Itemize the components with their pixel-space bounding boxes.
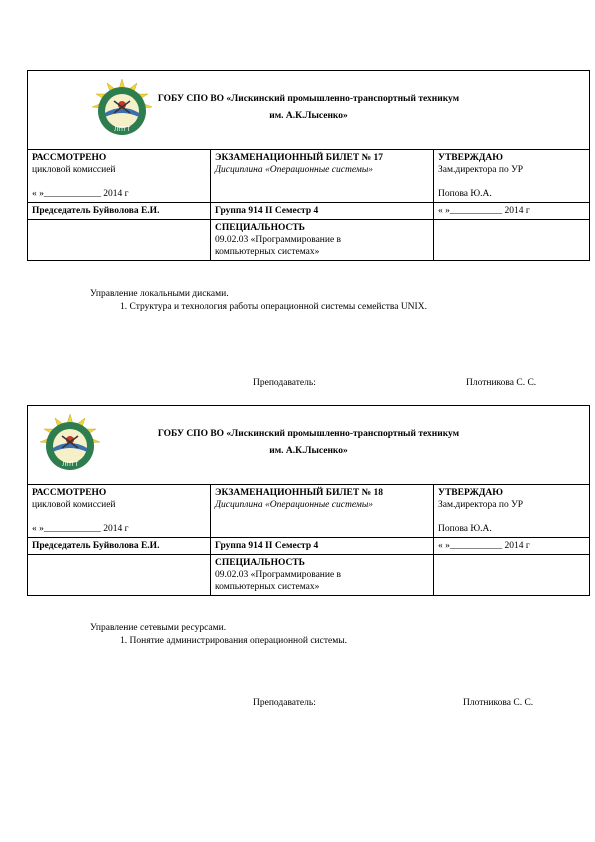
task-intro: Управление локальными дисками.	[90, 289, 229, 299]
ticket-title-cell	[211, 150, 434, 203]
college-name-line2: им. А.К.Лысенко»	[269, 111, 348, 121]
reviewed-cell	[28, 150, 211, 203]
reviewed-date: « »____________ 2014 г	[32, 189, 129, 199]
empty-cell	[28, 220, 211, 261]
approve-body: Зам.директора по УР	[438, 165, 524, 175]
svg-text:ЛПТТ: ЛПТТ	[61, 461, 79, 468]
empty-cell	[28, 555, 211, 596]
specialty-title: СПЕЦИАЛЬНОСТЬ	[215, 223, 305, 233]
reviewed-title: РАССМОТРЕНО	[32, 488, 107, 498]
specialty-line2: компьютерных системах»	[215, 247, 320, 257]
approve-title: УТВЕРЖДАЮ	[438, 488, 503, 498]
specialty-cell	[211, 555, 434, 596]
specialty-line1: 09.02.03 «Программирование в	[215, 235, 342, 245]
approve-cell	[434, 150, 590, 203]
approve-title: УТВЕРЖДАЮ	[438, 153, 503, 163]
exam-ticket-17	[27, 70, 589, 261]
task-intro: Управление сетевыми ресурсами.	[90, 623, 227, 633]
college-name: ГОБУ СПО ВО «Лискинский промышленно-транспортный техникум	[157, 94, 460, 104]
specialty-line1: 09.02.03 «Программирование в	[215, 570, 342, 580]
approve-name: Попова Ю.А.	[438, 189, 492, 199]
ticket-header	[28, 406, 590, 485]
ticket-title: ЭКЗАМЕНАЦИОННЫЙ БИЛЕТ № 18	[215, 488, 384, 498]
teacher-label: Преподаватель:	[253, 698, 316, 708]
exam-ticket-18	[27, 405, 589, 596]
reviewed-body: цикловой комиссией	[32, 500, 116, 510]
empty-cell	[434, 555, 590, 596]
reviewed-title: РАССМОТРЕНО	[32, 153, 107, 163]
reviewed-body: цикловой комиссией	[32, 165, 116, 175]
group: Группа 914 II Семестр 4	[211, 538, 434, 555]
svg-text:ЛПТТ: ЛПТТ	[113, 126, 131, 133]
college-name: ГОБУ СПО ВО «Лискинский промышленно-транспортный техникум	[157, 429, 460, 439]
approve-body: Зам.директора по УР	[438, 500, 524, 510]
ticket-header	[28, 71, 590, 150]
question-1: 1. Понятие администрирования операционной системы.	[120, 636, 347, 646]
specialty-cell	[211, 220, 434, 261]
ticket-18-tasks	[90, 622, 347, 648]
ticket-17-tasks	[90, 288, 427, 314]
specialty-line2: компьютерных системах»	[215, 582, 320, 592]
reviewed-date: « »____________ 2014 г	[32, 524, 129, 534]
teacher-name: Плотникова С. С.	[466, 378, 537, 388]
ticket-title: ЭКЗАМЕНАЦИОННЫЙ БИЛЕТ № 17	[215, 153, 384, 163]
approve-name: Попова Ю.А.	[438, 524, 492, 534]
specialty-title: СПЕЦИАЛЬНОСТЬ	[215, 558, 305, 568]
teacher-label: Преподаватель:	[253, 378, 316, 388]
discipline: Дисциплина «Операционные системы»	[215, 500, 374, 510]
college-name-line2: им. А.К.Лысенко»	[269, 446, 348, 456]
teacher-name: Плотникова С. С.	[463, 698, 534, 708]
question-1: 1. Структура и технология работы операционной системы семейства UNIX.	[120, 302, 427, 312]
ticket-title-cell	[211, 485, 434, 538]
ticket-table	[27, 70, 590, 261]
ticket-table	[27, 405, 590, 596]
empty-cell	[434, 220, 590, 261]
reviewed-cell	[28, 485, 211, 538]
approve-cell	[434, 485, 590, 538]
chair: Председатель Буйволова Е.И.	[28, 203, 211, 220]
discipline: Дисциплина «Операционные системы»	[215, 165, 374, 175]
chair: Председатель Буйволова Е.И.	[28, 538, 211, 555]
approve-date: « »___________ 2014 г	[434, 203, 590, 220]
group: Группа 914 II Семестр 4	[211, 203, 434, 220]
approve-date: « »___________ 2014 г	[434, 538, 590, 555]
